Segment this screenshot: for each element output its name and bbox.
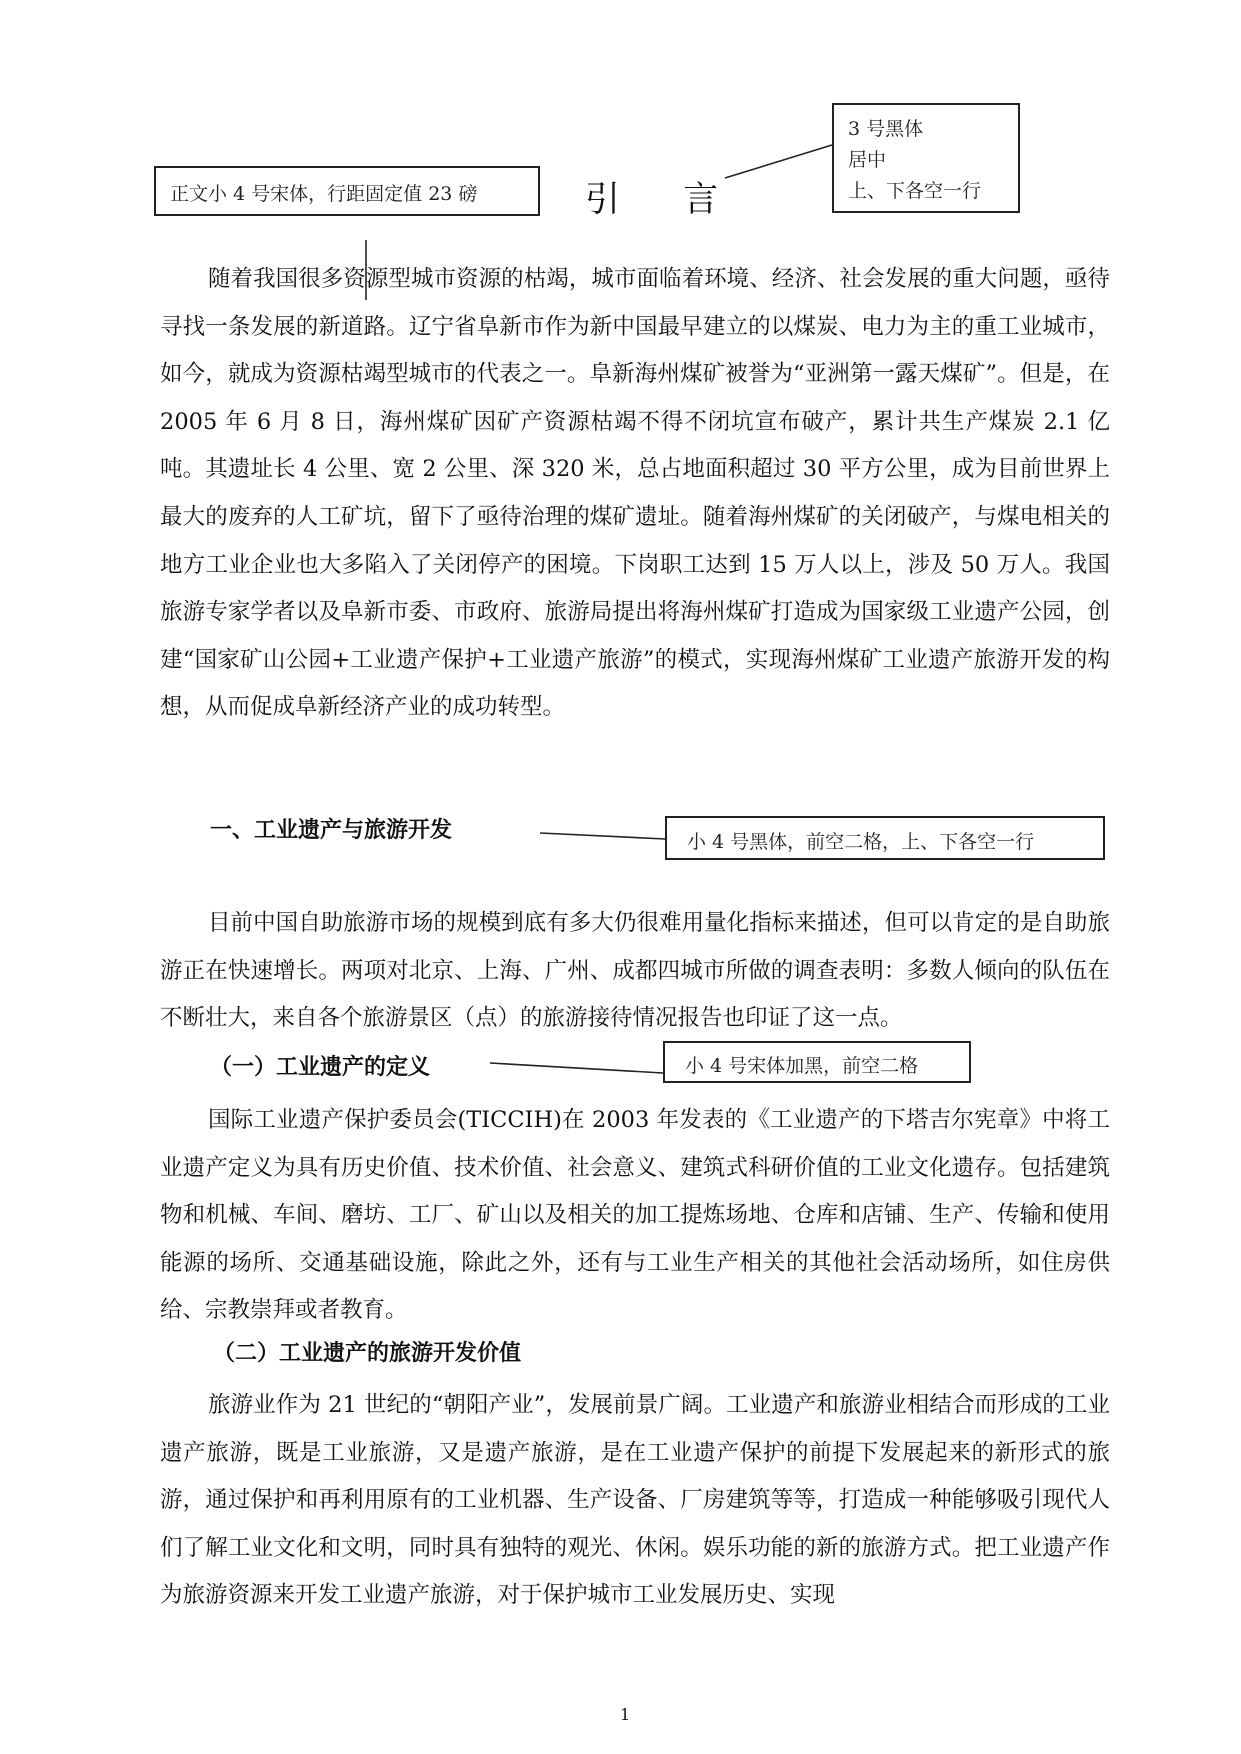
subsection-heading-definition: （一）工业遗产的定义	[210, 1055, 431, 1080]
section-heading-1: 一、工业遗产与旅游开发	[210, 818, 453, 843]
title-format-line-3: 上、下各空一行	[848, 180, 982, 202]
body-format-note: 正文小 4 号宋体，行距固定值 23 磅	[154, 166, 540, 216]
heading1-format-note: 小 4 号黑体，前空二格，上、下各空一行	[665, 816, 1105, 860]
value-paragraph: 旅游业作为 21 世纪的“朝阳产业”，发展前景广阔。工业遗产和旅游业相结合而形成的工业遗产旅游，既是工业旅游，又是遗产旅游，是在工业遗产保护的前提下发展起来的新形式的旅游，通过保护和再利用原有的工业机器、生产设备、厂房建筑等等，打造成一种能够吸引现代人们了解工业文化和文明，同时具有独特的观光、休闲。娱乐功能的新的旅游方式。把工业遗产作为旅游资源来开发工业遗产旅游，对于保护城市工业发展历史、实现	[160, 1392, 1110, 1609]
callout-line-title	[725, 145, 832, 178]
callout-line-h2	[490, 1063, 663, 1073]
page-number: 1	[620, 1705, 631, 1724]
title-format-note	[832, 103, 1020, 213]
title-format-line-1: 3 号黑体	[848, 118, 924, 140]
heading2-format-note: 小 4 号宋体加黑，前空二格	[663, 1041, 971, 1083]
section1-paragraph: 目前中国自助旅游市场的规模到底有多大仍很难用量化指标来描述，但可以肯定的是自助旅游正在快速增长。两项对北京、上海、广州、成都四城市所做的调查表明：多数人倾向的队伍在不断壮大，来自各个旅游景区（点）的旅游接待情况报告也印证了这一点。	[160, 910, 1110, 1032]
callout-line-h1	[540, 833, 665, 839]
title-format-line-2: 居中	[848, 149, 887, 171]
subsection-heading-value: （二）工业遗产的旅游开发价值	[213, 1341, 522, 1366]
intro-paragraph: 随着我国很多资源型城市资源的枯竭，城市面临着环境、经济、社会发展的重大问题，亟待寻找一条发展的新道路。辽宁省阜新市作为新中国最早建立的以煤炭、电力为主的重工业城市，如今，就成为资源枯竭型城市的代表之一。阜新海州煤矿被誉为“亚洲第一露天煤矿”。但是，在 2005 年 6 月 8 日，海州煤矿因矿产资源枯竭不得不闭坑宣布破产，累计共生产煤炭 2.1 亿吨。其遗址长 4 公里、宽 2 公里、深 320 米，总占地面积超过 30 平方公里，成为目前世界上最大的废弃的人工矿坑，留下了亟待治理的煤矿遗址。随着海州煤矿的关闭破产，与煤电相关的地方工业企业也大多陷入了关闭停产的困境。下岗职工达到 15 万人以上，涉及 50 万人。我国旅游专家学者以及阜新市委、市政府、旅游局提出将海州煤矿打造成为国家级工业遗产公园，创建“国家矿山公园+工业遗产保护+工业遗产旅游”的模式，实现海州煤矿工业遗产旅游开发的构想，从而促成阜新经济产业的成功转型。	[160, 266, 1110, 721]
definition-paragraph: 国际工业遗产保护委员会(TICCIH)在 2003 年发表的《工业遗产的下塔吉尔宪章》中将工业遗产定义为具有历史价值、技术价值、社会意义、建筑式科研价值的工业文化遗存。包括建筑物和机械、车间、磨坊、工厂、矿山以及相关的加工提炼场地、仓库和店铺、生产、传输和使用能源的场所、交通基础设施，除此之外，还有与工业生产相关的其他社会活动场所，如住房供给、宗教崇拜或者教育。	[160, 1107, 1110, 1324]
page-title: 引 言	[585, 180, 745, 220]
